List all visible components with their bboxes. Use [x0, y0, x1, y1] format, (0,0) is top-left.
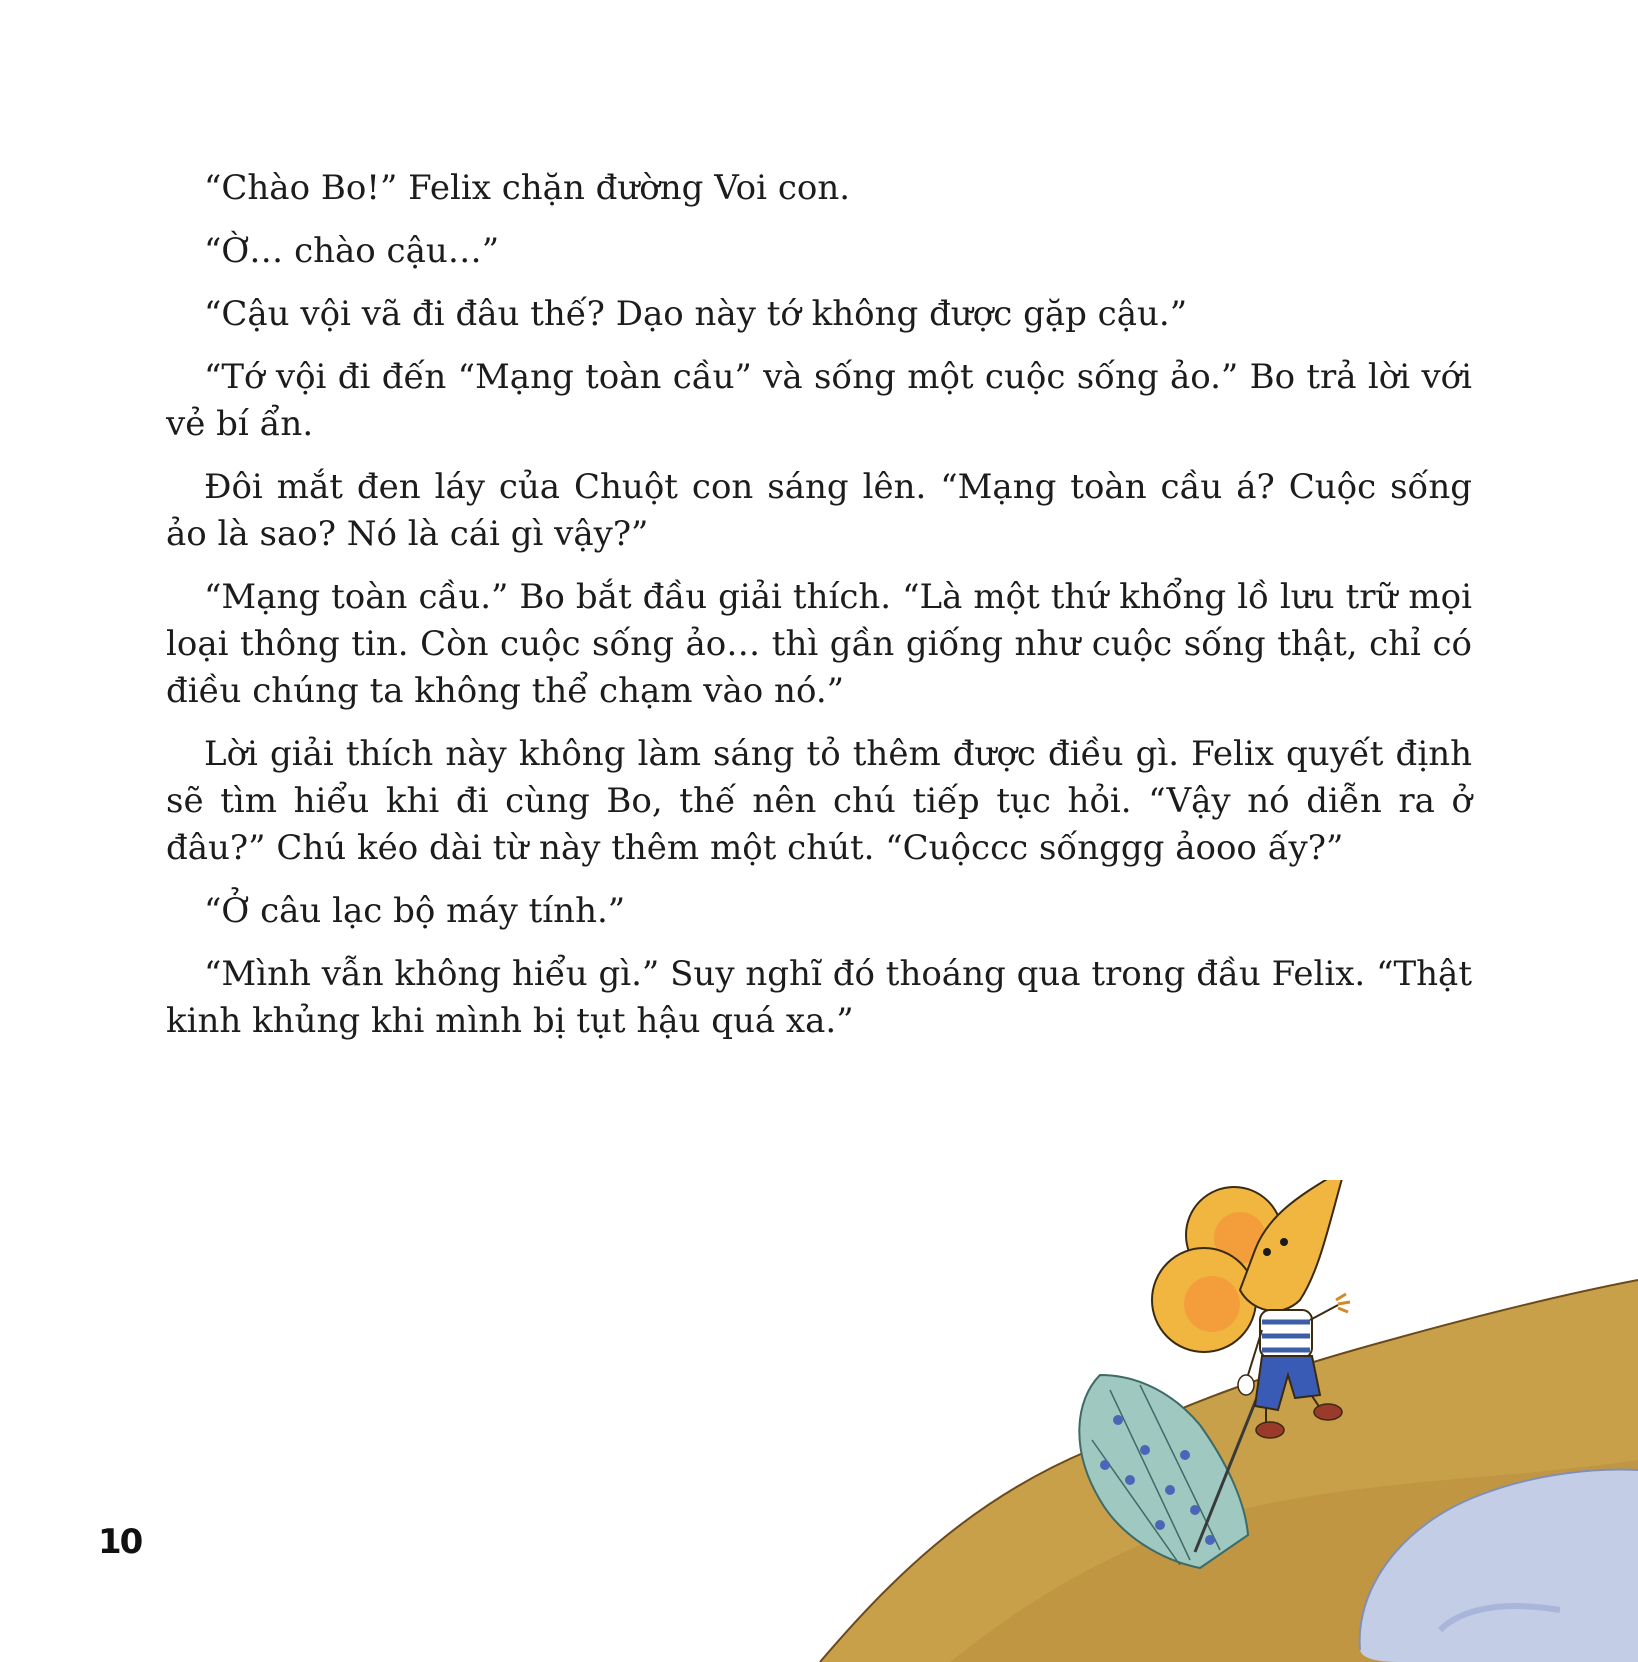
paragraph: “Tớ vội đi đến “Mạng toàn cầu” và sống một cuộc sống ảo.” Bo trả lời với vẻ bí ẩn.: [166, 357, 1472, 444]
story-text: [166, 165, 1472, 1061]
mouse-with-umbrella-on-hill-icon: [800, 1180, 1638, 1662]
paragraph: Lời giải thích này không làm sáng tỏ thêm được điều gì. Felix quyết định sẽ tìm hiểu khi đi cùng Bo, thế nên chú tiếp tục hỏi. “Vậy nó diễn ra ở đâu?” Chú kéo dài từ này thêm một chút. “Cuộccc sốnggg ảooo ấy?”: [166, 734, 1472, 868]
paragraph: “Mình vẫn không hiểu gì.” Suy nghĩ đó thoáng qua trong đầu Felix. “Thật kinh khủng khi mình bị tụt hậu quá xa.”: [166, 954, 1472, 1041]
paragraph: “Cậu vội vã đi đâu thế? Dạo này tớ không được gặp cậu.”: [204, 294, 1188, 334]
paragraph: “Ở câu lạc bộ máy tính.”: [204, 891, 626, 931]
page-number: 10: [98, 1522, 142, 1562]
paragraph: “Mạng toàn cầu.” Bo bắt đầu giải thích. “Là một thứ khổng lồ lưu trữ mọi loại thông tin. Còn cuộc sống ảo… thì gần giống như cuộc sống thật, chỉ có điều chúng ta không thể chạm vào nó.”: [166, 577, 1472, 711]
paragraph: “Chào Bo!” Felix chặn đường Voi con.: [204, 168, 851, 208]
paragraph: “Ờ… chào cậu…”: [204, 231, 500, 271]
paragraph: Đôi mắt đen láy của Chuột con sáng lên. “Mạng toàn cầu á? Cuộc sống ảo là sao? Nó là cái gì vậy?”: [166, 467, 1472, 554]
